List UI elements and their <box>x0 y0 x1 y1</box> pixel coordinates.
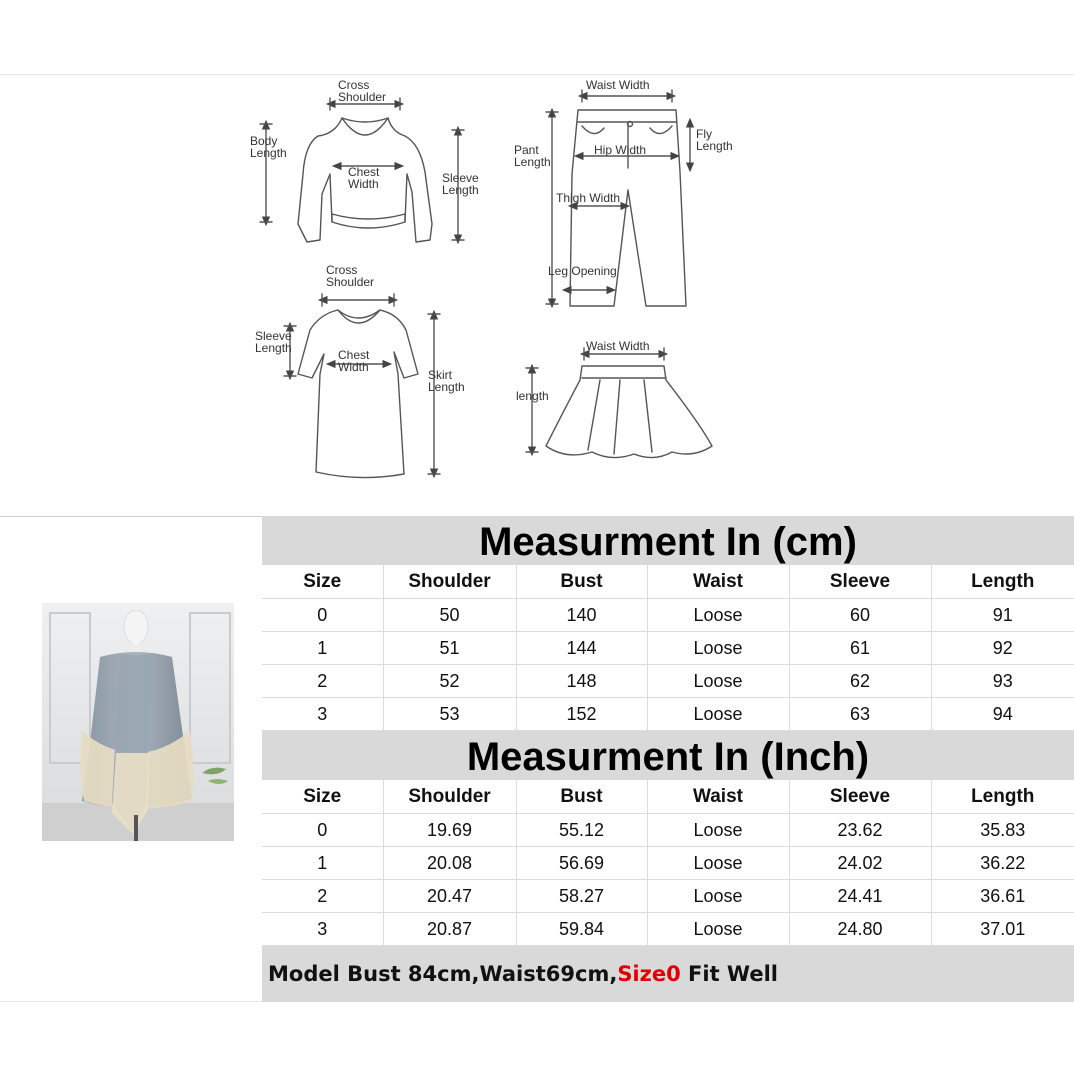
model-fit-note-prefix: Model Bust 84cm,Waist69cm, <box>268 962 618 986</box>
dress-chest-width-label-1: Chest <box>338 348 370 362</box>
table-cell: 51 <box>383 632 516 665</box>
top-body-length-label-1: Body <box>250 134 278 148</box>
top-cross-shoulder-label-2: Shoulder <box>338 90 387 104</box>
table-cell: 140 <box>516 599 647 632</box>
skirt-length-label: length <box>516 389 549 403</box>
table-cell: Loose <box>647 814 789 847</box>
table-cell: 24.02 <box>789 847 931 880</box>
dress-sleeve-length-label-1: Sleeve <box>255 329 292 343</box>
model-fit-note <box>262 946 1074 1002</box>
table-cell: 55.12 <box>516 814 647 847</box>
table-cell: 1 <box>262 632 383 665</box>
table-cell: 1 <box>262 847 383 880</box>
top-chest-width-label-1: Chest <box>348 165 380 179</box>
table-cell: 92 <box>931 632 1074 665</box>
inch-header-sleeve: Sleeve <box>789 780 931 814</box>
table-cell: 36.61 <box>931 880 1074 913</box>
table-row <box>262 698 1074 731</box>
table-cell: 24.80 <box>789 913 931 946</box>
table-cell: 36.22 <box>931 847 1074 880</box>
cm-header-size: Size <box>262 565 383 599</box>
table-cell: 63 <box>789 698 931 731</box>
table-cell: 62 <box>789 665 931 698</box>
cm-size-table <box>262 565 1074 731</box>
table-cell: 53 <box>383 698 516 731</box>
table-row <box>262 632 1074 665</box>
cm-header-shoulder: Shoulder <box>383 565 516 599</box>
table-cell: 94 <box>931 698 1074 731</box>
table-cell: 3 <box>262 913 383 946</box>
cm-table-title: Measurment In (cm) <box>262 516 1074 565</box>
cm-header-waist: Waist <box>647 565 789 599</box>
inch-header-bust: Bust <box>516 780 647 814</box>
top-sleeve-length-label-2: Length <box>442 183 479 197</box>
table-row <box>262 814 1074 847</box>
table-cell: Loose <box>647 698 789 731</box>
dress-skirt-length-label-1: Skirt <box>428 368 452 382</box>
cm-header-length: Length <box>931 565 1074 599</box>
table-cell: Loose <box>647 632 789 665</box>
table-cell: 60 <box>789 599 931 632</box>
top-cross-shoulder-label-1: Cross <box>338 78 370 92</box>
table-cell: 52 <box>383 665 516 698</box>
table-cell: Loose <box>647 880 789 913</box>
pants-pant-length-label-1: Pant <box>514 143 539 157</box>
table-cell: 3 <box>262 698 383 731</box>
dress-sleeve-length-label-2: Length <box>255 341 292 355</box>
top-body-length-label-2: Length <box>250 146 287 160</box>
size-chart <box>262 516 1074 1002</box>
table-cell: Loose <box>647 599 789 632</box>
measurement-guide <box>0 74 1074 517</box>
table-cell: 20.87 <box>383 913 516 946</box>
model-fit-size-highlight: Size0 <box>617 962 681 986</box>
table-cell: 61 <box>789 632 931 665</box>
pants-pant-length-label-2: Length <box>514 155 551 169</box>
table-cell: Loose <box>647 847 789 880</box>
model-fit-note-suffix: Fit Well <box>680 962 778 986</box>
table-cell: 56.69 <box>516 847 647 880</box>
cm-header-row <box>262 565 1074 599</box>
pants-fly-length-label-2: Length <box>696 139 733 153</box>
table-cell: 152 <box>516 698 647 731</box>
table-row <box>262 880 1074 913</box>
table-cell: 24.41 <box>789 880 931 913</box>
skirt-garment-drawing <box>546 366 712 458</box>
inch-header-length: Length <box>931 780 1074 814</box>
dress-chest-width-label-2: Width <box>338 360 369 374</box>
pants-thigh-width-label: Thigh Width <box>556 191 621 205</box>
pants-waist-width-label: Waist Width <box>586 78 650 92</box>
table-cell: 59.84 <box>516 913 647 946</box>
inch-header-row <box>262 780 1074 814</box>
table-cell: 0 <box>262 599 383 632</box>
table-row <box>262 847 1074 880</box>
dress-skirt-length-label-2: Length <box>428 380 465 394</box>
product-photo <box>42 603 234 841</box>
pants-fly-length-label-1: Fly <box>696 127 712 141</box>
table-row <box>262 913 1074 946</box>
table-cell: 19.69 <box>383 814 516 847</box>
table-cell: Loose <box>647 665 789 698</box>
table-cell: 50 <box>383 599 516 632</box>
table-cell: 93 <box>931 665 1074 698</box>
table-cell: 35.83 <box>931 814 1074 847</box>
table-cell: 20.08 <box>383 847 516 880</box>
cm-header-bust: Bust <box>516 565 647 599</box>
top-chest-width-label-2: Width <box>348 177 379 191</box>
table-cell: Loose <box>647 913 789 946</box>
inch-header-size: Size <box>262 780 383 814</box>
dress-cross-shoulder-label-2: Shoulder <box>326 275 375 289</box>
table-cell: 20.47 <box>383 880 516 913</box>
table-cell: 2 <box>262 880 383 913</box>
dress-cross-shoulder-label-1: Cross <box>326 263 358 277</box>
pants-hip-width-label: Hip Width <box>594 143 647 157</box>
table-cell: 144 <box>516 632 647 665</box>
table-cell: 148 <box>516 665 647 698</box>
table-row <box>262 665 1074 698</box>
inch-header-waist: Waist <box>647 780 789 814</box>
inch-header-shoulder: Shoulder <box>383 780 516 814</box>
table-cell: 2 <box>262 665 383 698</box>
garment-diagrams <box>0 74 1074 516</box>
inch-table-title: Measurment In (Inch) <box>262 731 1074 780</box>
table-row <box>262 599 1074 632</box>
skirt-waist-width-label: Waist Width <box>586 339 650 353</box>
table-cell: 91 <box>931 599 1074 632</box>
inch-size-table <box>262 780 1074 946</box>
table-cell: 37.01 <box>931 913 1074 946</box>
top-sleeve-length-label-1: Sleeve <box>442 171 479 185</box>
table-cell: 23.62 <box>789 814 931 847</box>
table-cell: 0 <box>262 814 383 847</box>
pants-leg-opening-label: Leg Opening <box>548 264 617 278</box>
cm-header-sleeve: Sleeve <box>789 565 931 599</box>
dress-garment-drawing <box>298 310 418 478</box>
table-cell: 58.27 <box>516 880 647 913</box>
